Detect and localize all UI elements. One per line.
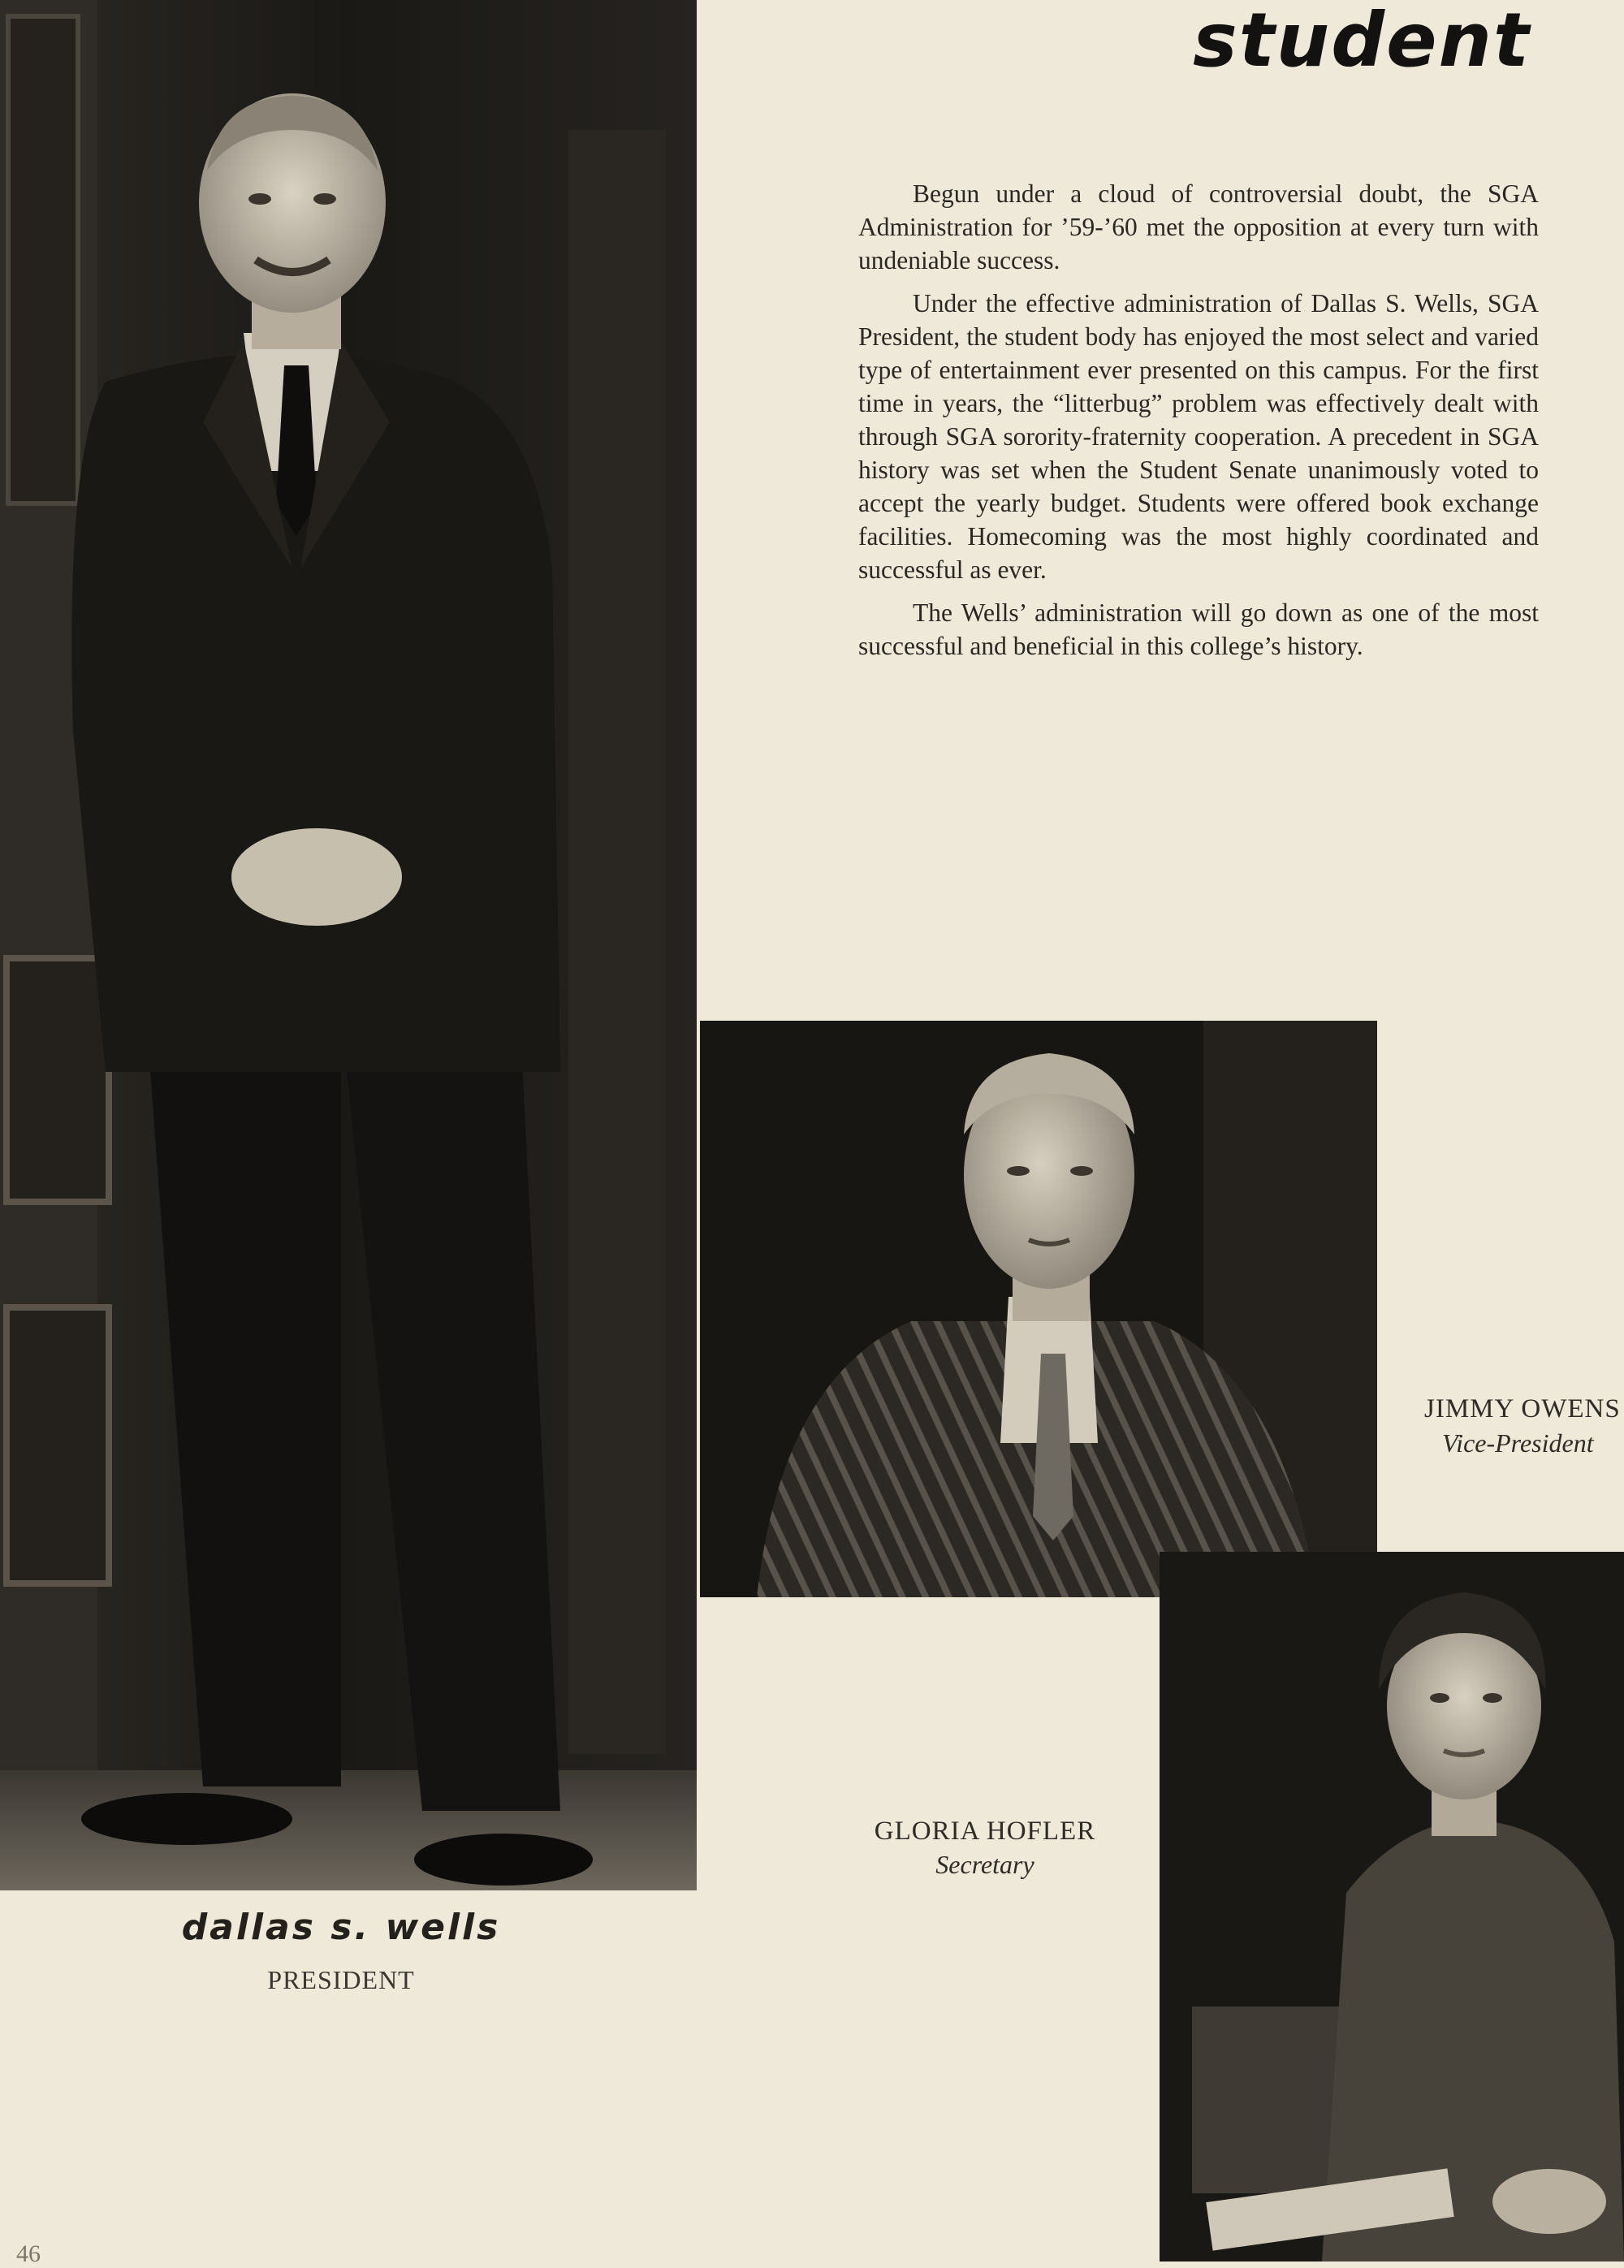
secretary-photo-art: [1160, 1552, 1624, 2262]
page-number: 46: [16, 2240, 41, 2267]
vice-president-name: JIMMY OWENS: [1424, 1394, 1621, 1423]
article-paragraph: Begun under a cloud of controversial doubt, the SGA Administration for ’59-’60 met the opposition at every turn with undeniable success.: [858, 179, 1539, 274]
vice-president-photo: [700, 1021, 1377, 1597]
president-title: PRESIDENT: [267, 1965, 415, 1994]
vice-president-title: Vice-President: [1442, 1428, 1594, 1458]
vice-president-photo-art: [700, 1021, 1377, 1597]
president-name: dallas s. wells: [181, 1907, 501, 1948]
section-heading: student: [1193, 0, 1531, 84]
president-photo-art: [0, 0, 697, 1890]
secretary-title: Secretary: [935, 1850, 1034, 1879]
article-body: [858, 177, 1539, 672]
article-paragraph: The Wells’ administration will go down as one of the most successful and beneficial in this college’s history.: [858, 598, 1539, 660]
secretary-photo: [1160, 1552, 1624, 2262]
secretary-name: GLORIA HOFLER: [874, 1817, 1096, 1846]
president-photo: [0, 0, 697, 1890]
article-paragraph: Under the effective administration of Dallas S. Wells, SGA President, the student body has enjoyed the most select and varied type of entertainment ever presented on this campus. For the first time in years, the “litterbug” problem was effectively dealt with through SGA sorority-fraternity cooperation. A precedent in SGA history was set when the Student Senate unanimously voted to accept the yearly budget. Students were offered book exchange facilities. Homecoming was the most highly coordinated and successful as ever.: [858, 289, 1539, 584]
